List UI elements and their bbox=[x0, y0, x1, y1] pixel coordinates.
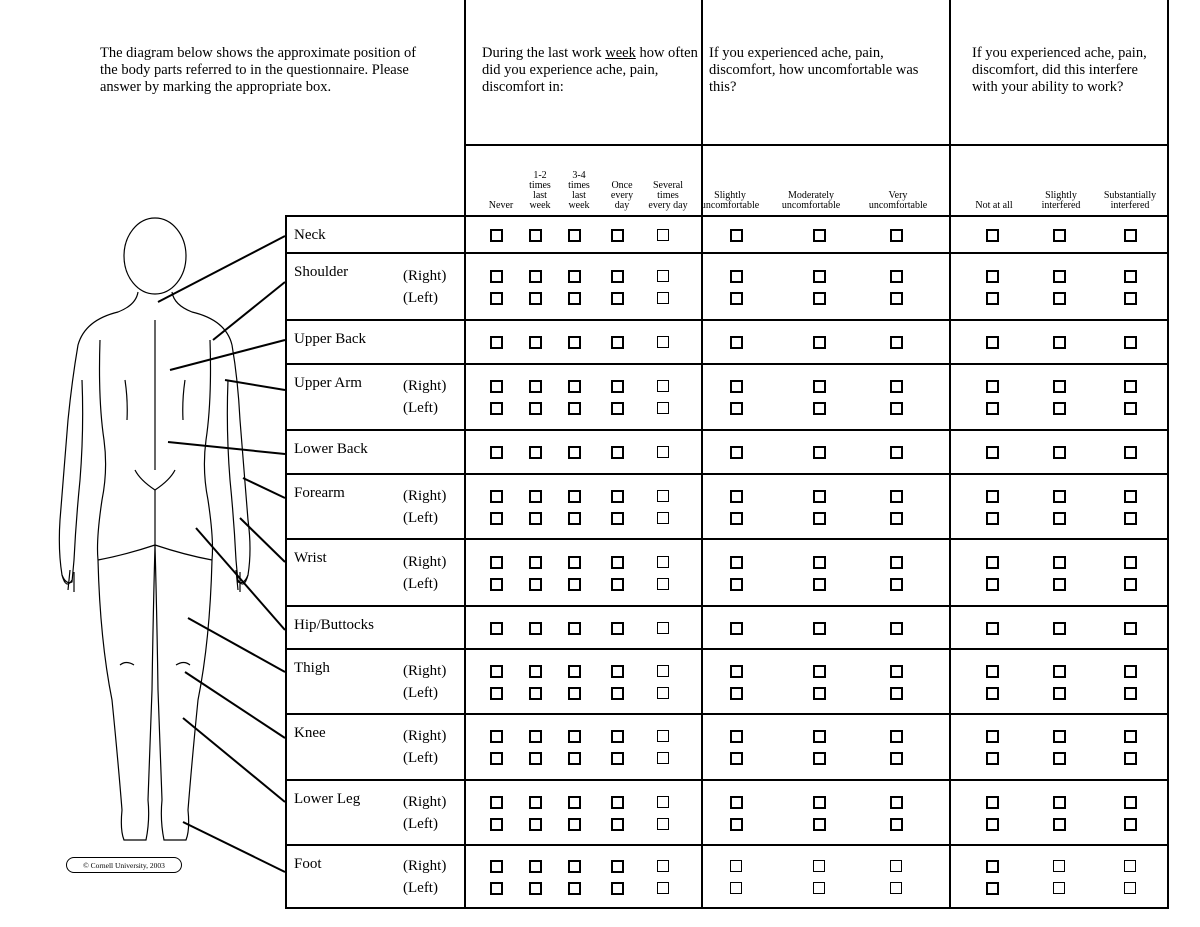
discomfort-checkbox[interactable] bbox=[890, 380, 903, 393]
frequency-checkbox[interactable] bbox=[490, 752, 503, 765]
discomfort-checkbox[interactable] bbox=[890, 402, 903, 415]
interference-checkbox[interactable] bbox=[986, 490, 999, 503]
row-divider bbox=[285, 473, 1169, 475]
row-divider bbox=[285, 648, 1169, 650]
interference-checkbox[interactable] bbox=[1053, 578, 1066, 591]
interference-checkbox[interactable] bbox=[1124, 860, 1136, 872]
discomfort-checkbox[interactable] bbox=[730, 446, 743, 459]
frequency-checkbox[interactable] bbox=[657, 270, 669, 282]
header-divider bbox=[285, 215, 1169, 217]
interference-checkbox[interactable] bbox=[1053, 730, 1066, 743]
column-divider bbox=[949, 0, 951, 908]
frequency-checkbox[interactable] bbox=[490, 882, 503, 895]
interference-checkbox[interactable] bbox=[986, 270, 999, 283]
interference-checkbox[interactable] bbox=[986, 402, 999, 415]
frequency-checkbox[interactable] bbox=[568, 292, 581, 305]
interference-checkbox[interactable] bbox=[1124, 402, 1137, 415]
frequency-checkbox[interactable] bbox=[490, 556, 503, 569]
frequency-checkbox[interactable] bbox=[490, 402, 503, 415]
frequency-checkbox[interactable] bbox=[657, 380, 669, 392]
frequency-checkbox[interactable] bbox=[490, 860, 503, 873]
interference-checkbox[interactable] bbox=[1053, 229, 1066, 242]
discomfort-checkbox[interactable] bbox=[730, 578, 743, 591]
frequency-checkbox[interactable] bbox=[657, 490, 669, 502]
interference-option-label: Not at all bbox=[975, 200, 1013, 211]
frequency-checkbox[interactable] bbox=[568, 270, 581, 283]
interference-checkbox[interactable] bbox=[1124, 730, 1137, 743]
frequency-option-label: Several times every day bbox=[648, 180, 688, 211]
row-divider bbox=[285, 429, 1169, 431]
body-part-label: Knee bbox=[294, 725, 326, 741]
discomfort-checkbox[interactable] bbox=[813, 380, 826, 393]
interference-checkbox[interactable] bbox=[986, 687, 999, 700]
discomfort-checkbox[interactable] bbox=[813, 578, 826, 591]
frequency-checkbox[interactable] bbox=[490, 796, 503, 809]
frequency-checkbox[interactable] bbox=[611, 730, 624, 743]
frequency-checkbox[interactable] bbox=[529, 446, 542, 459]
frequency-checkbox[interactable] bbox=[568, 229, 581, 242]
discomfort-checkbox[interactable] bbox=[730, 292, 743, 305]
frequency-checkbox[interactable] bbox=[568, 818, 581, 831]
frequency-checkbox[interactable] bbox=[529, 578, 542, 591]
interference-checkbox[interactable] bbox=[986, 556, 999, 569]
interference-checkbox[interactable] bbox=[986, 796, 999, 809]
row-divider bbox=[285, 907, 1169, 909]
interference-checkbox[interactable] bbox=[1124, 336, 1137, 349]
frequency-checkbox[interactable] bbox=[611, 270, 624, 283]
interference-checkbox[interactable] bbox=[1124, 622, 1137, 635]
interference-checkbox[interactable] bbox=[1124, 687, 1137, 700]
frequency-checkbox[interactable] bbox=[611, 752, 624, 765]
discomfort-checkbox[interactable] bbox=[890, 490, 903, 503]
discomfort-checkbox[interactable] bbox=[730, 796, 743, 809]
row-divider bbox=[285, 363, 1169, 365]
frequency-checkbox[interactable] bbox=[657, 512, 669, 524]
interference-option-label: Slightly interfered bbox=[1041, 190, 1081, 211]
frequency-checkbox[interactable] bbox=[490, 578, 503, 591]
body-part-label: Upper Arm bbox=[294, 375, 362, 391]
frequency-checkbox[interactable] bbox=[568, 578, 581, 591]
side-label-right: (Right) bbox=[403, 857, 447, 874]
frequency-checkbox[interactable] bbox=[657, 882, 669, 894]
discomfort-checkbox[interactable] bbox=[730, 270, 743, 283]
interference-checkbox[interactable] bbox=[1124, 578, 1137, 591]
interference-checkbox[interactable] bbox=[1053, 446, 1066, 459]
frequency-checkbox[interactable] bbox=[568, 860, 581, 873]
discomfort-checkbox[interactable] bbox=[890, 292, 903, 305]
frequency-checkbox[interactable] bbox=[568, 752, 581, 765]
interference-checkbox[interactable] bbox=[1053, 402, 1066, 415]
frequency-checkbox[interactable] bbox=[490, 730, 503, 743]
discomfort-checkbox[interactable] bbox=[890, 578, 903, 591]
discomfort-option-label: Slightly uncomfortable bbox=[700, 190, 760, 211]
discomfort-checkbox[interactable] bbox=[813, 490, 826, 503]
side-label-left: (Left) bbox=[403, 400, 438, 416]
frequency-checkbox[interactable] bbox=[529, 380, 542, 393]
side-label-right: (Right) bbox=[403, 793, 447, 810]
discomfort-option-label: Very uncomfortable bbox=[868, 190, 928, 211]
discomfort-checkbox[interactable] bbox=[730, 665, 743, 678]
body-part-label: Wrist bbox=[294, 550, 327, 566]
body-part-label: Lower Leg bbox=[294, 791, 361, 807]
interference-checkbox[interactable] bbox=[986, 882, 999, 895]
frequency-checkbox[interactable] bbox=[657, 665, 669, 677]
row-divider bbox=[285, 844, 1169, 846]
interference-option-label: Substantially interfered bbox=[1103, 190, 1157, 211]
frequency-checkbox[interactable] bbox=[529, 622, 542, 635]
instructions-text: The diagram below shows the approximate position of the body parts referred to in the questionnaire. Please answer by marking the appropriate box. bbox=[100, 45, 417, 95]
frequency-checkbox[interactable] bbox=[657, 446, 669, 458]
frequency-checkbox[interactable] bbox=[568, 882, 581, 895]
frequency-option-label: 1-2 times last week bbox=[529, 170, 551, 211]
interference-checkbox[interactable] bbox=[1053, 752, 1066, 765]
discomfort-header: If you experienced ache, pain, discomfort, how uncomfortable was this? bbox=[709, 45, 919, 95]
frequency-checkbox[interactable] bbox=[611, 229, 624, 242]
frequency-checkbox[interactable] bbox=[611, 490, 624, 503]
frequency-checkbox[interactable] bbox=[529, 752, 542, 765]
frequency-checkbox[interactable] bbox=[490, 512, 503, 525]
frequency-checkbox[interactable] bbox=[657, 336, 669, 348]
interference-checkbox[interactable] bbox=[986, 730, 999, 743]
discomfort-checkbox[interactable] bbox=[813, 512, 826, 525]
frequency-checkbox[interactable] bbox=[611, 622, 624, 635]
body-part-label: Hip/Buttocks bbox=[294, 617, 375, 633]
interference-checkbox[interactable] bbox=[986, 665, 999, 678]
interference-checkbox[interactable] bbox=[1124, 818, 1137, 831]
discomfort-checkbox[interactable] bbox=[813, 336, 826, 349]
discomfort-checkbox[interactable] bbox=[890, 622, 903, 635]
discomfort-checkbox[interactable] bbox=[730, 402, 743, 415]
interference-checkbox[interactable] bbox=[1124, 752, 1137, 765]
discomfort-checkbox[interactable] bbox=[813, 730, 826, 743]
body-part-label: Lower Back bbox=[294, 441, 368, 457]
discomfort-checkbox[interactable] bbox=[730, 336, 743, 349]
interference-checkbox[interactable] bbox=[986, 380, 999, 393]
discomfort-checkbox[interactable] bbox=[813, 860, 825, 872]
interference-checkbox[interactable] bbox=[1124, 882, 1136, 894]
interference-checkbox[interactable] bbox=[1124, 490, 1137, 503]
interference-checkbox[interactable] bbox=[986, 752, 999, 765]
discomfort-checkbox[interactable] bbox=[813, 622, 826, 635]
interference-checkbox[interactable] bbox=[986, 229, 999, 242]
discomfort-checkbox[interactable] bbox=[890, 336, 903, 349]
frequency-checkbox[interactable] bbox=[568, 687, 581, 700]
frequency-checkbox[interactable] bbox=[490, 270, 503, 283]
frequency-checkbox[interactable] bbox=[529, 292, 542, 305]
body-diagram-icon bbox=[0, 0, 300, 927]
body-part-label: Upper Back bbox=[294, 331, 367, 347]
frequency-checkbox[interactable] bbox=[490, 622, 503, 635]
side-label-right: (Right) bbox=[403, 267, 447, 284]
side-label-left: (Left) bbox=[403, 684, 438, 701]
discomfort-checkbox[interactable] bbox=[890, 446, 903, 459]
frequency-checkbox[interactable] bbox=[657, 752, 669, 764]
frequency-checkbox[interactable] bbox=[657, 578, 669, 590]
interference-checkbox[interactable] bbox=[1053, 490, 1066, 503]
discomfort-checkbox[interactable] bbox=[813, 687, 826, 700]
frequency-checkbox[interactable] bbox=[611, 292, 624, 305]
interference-checkbox[interactable] bbox=[986, 336, 999, 349]
frequency-checkbox[interactable] bbox=[490, 380, 503, 393]
frequency-checkbox[interactable] bbox=[568, 796, 581, 809]
discomfort-checkbox[interactable] bbox=[730, 730, 743, 743]
interference-checkbox[interactable] bbox=[1124, 270, 1137, 283]
discomfort-checkbox[interactable] bbox=[813, 270, 826, 283]
frequency-checkbox[interactable] bbox=[568, 336, 581, 349]
row-divider bbox=[285, 319, 1169, 321]
frequency-checkbox[interactable] bbox=[611, 512, 624, 525]
discomfort-checkbox[interactable] bbox=[730, 687, 743, 700]
discomfort-checkbox[interactable] bbox=[730, 882, 742, 894]
interference-header: If you experienced ache, pain, discomfort, did this interfere with your ability to work? bbox=[972, 45, 1147, 95]
frequency-checkbox[interactable] bbox=[529, 402, 542, 415]
interference-checkbox[interactable] bbox=[1053, 882, 1065, 894]
interference-checkbox[interactable] bbox=[1124, 512, 1137, 525]
discomfort-checkbox[interactable] bbox=[890, 687, 903, 700]
row-divider bbox=[285, 605, 1169, 607]
column-divider bbox=[464, 0, 466, 908]
discomfort-checkbox[interactable] bbox=[890, 882, 902, 894]
discomfort-checkbox[interactable] bbox=[813, 446, 826, 459]
discomfort-checkbox[interactable] bbox=[730, 622, 743, 635]
discomfort-checkbox[interactable] bbox=[730, 860, 742, 872]
interference-checkbox[interactable] bbox=[986, 446, 999, 459]
side-label-right: (Right) bbox=[403, 728, 447, 744]
side-label-left: (Left) bbox=[403, 289, 438, 306]
frequency-checkbox[interactable] bbox=[611, 796, 624, 809]
interference-checkbox[interactable] bbox=[1053, 270, 1066, 283]
interference-checkbox[interactable] bbox=[1053, 292, 1066, 305]
frequency-checkbox[interactable] bbox=[568, 446, 581, 459]
frequency-checkbox[interactable] bbox=[568, 512, 581, 525]
discomfort-checkbox[interactable] bbox=[890, 796, 903, 809]
frequency-checkbox[interactable] bbox=[529, 490, 542, 503]
discomfort-checkbox[interactable] bbox=[890, 730, 903, 743]
interference-checkbox[interactable] bbox=[986, 622, 999, 635]
side-label-right: (Right) bbox=[403, 378, 447, 394]
frequency-checkbox[interactable] bbox=[657, 292, 669, 304]
discomfort-checkbox[interactable] bbox=[890, 229, 903, 242]
discomfort-checkbox[interactable] bbox=[730, 556, 743, 569]
frequency-checkbox[interactable] bbox=[568, 665, 581, 678]
interference-checkbox[interactable] bbox=[1053, 336, 1066, 349]
interference-checkbox[interactable] bbox=[1053, 556, 1066, 569]
interference-checkbox[interactable] bbox=[1053, 796, 1066, 809]
frequency-checkbox[interactable] bbox=[568, 490, 581, 503]
discomfort-checkbox[interactable] bbox=[730, 229, 743, 242]
header-divider bbox=[464, 144, 1169, 146]
body-part-label: Neck bbox=[294, 227, 326, 243]
frequency-option-label: 3-4 times last week bbox=[568, 170, 590, 211]
frequency-checkbox[interactable] bbox=[529, 229, 542, 242]
discomfort-checkbox[interactable] bbox=[813, 752, 826, 765]
discomfort-checkbox[interactable] bbox=[730, 490, 743, 503]
frequency-checkbox[interactable] bbox=[611, 446, 624, 459]
body-part-label: Thigh bbox=[294, 660, 330, 676]
frequency-checkbox[interactable] bbox=[611, 818, 624, 831]
frequency-header: During the last work week how often did you experience ache, pain, discomfort in: bbox=[482, 45, 698, 95]
interference-checkbox[interactable] bbox=[1053, 687, 1066, 700]
frequency-checkbox[interactable] bbox=[611, 402, 624, 415]
interference-checkbox[interactable] bbox=[986, 578, 999, 591]
frequency-checkbox[interactable] bbox=[529, 665, 542, 678]
interference-checkbox[interactable] bbox=[1124, 380, 1137, 393]
row-divider bbox=[285, 538, 1169, 540]
discomfort-option-label: Moderately uncomfortable bbox=[781, 190, 841, 211]
body-part-label: Foot bbox=[294, 856, 322, 872]
frequency-checkbox[interactable] bbox=[529, 687, 542, 700]
frequency-checkbox[interactable] bbox=[490, 687, 503, 700]
discomfort-checkbox[interactable] bbox=[890, 752, 903, 765]
interference-checkbox[interactable] bbox=[1053, 380, 1066, 393]
interference-checkbox[interactable] bbox=[1124, 796, 1137, 809]
frequency-checkbox[interactable] bbox=[529, 818, 542, 831]
frequency-checkbox[interactable] bbox=[657, 687, 669, 699]
discomfort-checkbox[interactable] bbox=[813, 882, 825, 894]
side-label-left: (Left) bbox=[403, 509, 438, 526]
frequency-checkbox[interactable] bbox=[529, 336, 542, 349]
frequency-checkbox[interactable] bbox=[490, 665, 503, 678]
interference-checkbox[interactable] bbox=[1124, 665, 1137, 678]
frequency-checkbox[interactable] bbox=[568, 730, 581, 743]
column-divider bbox=[701, 0, 703, 908]
interference-checkbox[interactable] bbox=[986, 860, 999, 873]
frequency-checkbox[interactable] bbox=[657, 730, 669, 742]
frequency-checkbox[interactable] bbox=[529, 882, 542, 895]
frequency-checkbox[interactable] bbox=[529, 270, 542, 283]
discomfort-checkbox[interactable] bbox=[730, 512, 743, 525]
interference-checkbox[interactable] bbox=[1124, 446, 1137, 459]
discomfort-checkbox[interactable] bbox=[813, 796, 826, 809]
frequency-checkbox[interactable] bbox=[490, 229, 503, 242]
side-label-left: (Left) bbox=[403, 575, 438, 592]
side-label-right: (Right) bbox=[403, 662, 447, 679]
body-part-label: Shoulder bbox=[294, 264, 349, 280]
frequency-checkbox[interactable] bbox=[568, 556, 581, 569]
copyright-notice: © Cornell University, 2003 bbox=[66, 857, 182, 873]
discomfort-checkbox[interactable] bbox=[890, 665, 903, 678]
frequency-checkbox[interactable] bbox=[657, 556, 669, 568]
frequency-checkbox[interactable] bbox=[611, 687, 624, 700]
frequency-option-label: Never bbox=[488, 200, 514, 211]
frequency-checkbox[interactable] bbox=[529, 556, 542, 569]
frequency-checkbox[interactable] bbox=[529, 796, 542, 809]
frequency-checkbox[interactable] bbox=[490, 818, 503, 831]
body-part-label: Forearm bbox=[294, 485, 345, 501]
frequency-checkbox[interactable] bbox=[611, 882, 624, 895]
frequency-checkbox[interactable] bbox=[568, 402, 581, 415]
interference-checkbox[interactable] bbox=[1053, 622, 1066, 635]
side-label-left: (Left) bbox=[403, 815, 438, 832]
frequency-checkbox[interactable] bbox=[490, 490, 503, 503]
discomfort-checkbox[interactable] bbox=[813, 292, 826, 305]
frequency-checkbox[interactable] bbox=[657, 229, 669, 241]
discomfort-checkbox[interactable] bbox=[813, 229, 826, 242]
frequency-checkbox[interactable] bbox=[611, 336, 624, 349]
discomfort-checkbox[interactable] bbox=[730, 818, 743, 831]
frequency-checkbox[interactable] bbox=[657, 818, 669, 830]
frequency-checkbox[interactable] bbox=[611, 860, 624, 873]
discomfort-checkbox[interactable] bbox=[890, 270, 903, 283]
frequency-checkbox[interactable] bbox=[490, 292, 503, 305]
frequency-checkbox[interactable] bbox=[611, 578, 624, 591]
frequency-checkbox[interactable] bbox=[657, 622, 669, 634]
discomfort-checkbox[interactable] bbox=[813, 556, 826, 569]
discomfort-checkbox[interactable] bbox=[890, 860, 902, 872]
discomfort-checkbox[interactable] bbox=[890, 556, 903, 569]
interference-checkbox[interactable] bbox=[1053, 860, 1065, 872]
interference-checkbox[interactable] bbox=[1053, 665, 1066, 678]
interference-checkbox[interactable] bbox=[1124, 229, 1137, 242]
side-label-right: (Right) bbox=[403, 487, 447, 504]
interference-checkbox[interactable] bbox=[986, 292, 999, 305]
row-divider bbox=[285, 252, 1169, 254]
frequency-checkbox[interactable] bbox=[529, 512, 542, 525]
side-label-left: (Left) bbox=[403, 750, 438, 766]
frequency-checkbox[interactable] bbox=[611, 556, 624, 569]
discomfort-checkbox[interactable] bbox=[730, 752, 743, 765]
discomfort-checkbox[interactable] bbox=[890, 512, 903, 525]
discomfort-checkbox[interactable] bbox=[813, 402, 826, 415]
discomfort-checkbox[interactable] bbox=[813, 818, 826, 831]
frequency-checkbox[interactable] bbox=[657, 860, 669, 872]
column-divider bbox=[1167, 0, 1169, 908]
interference-checkbox[interactable] bbox=[986, 512, 999, 525]
side-label-right: (Right) bbox=[403, 553, 447, 570]
interference-checkbox[interactable] bbox=[1053, 818, 1066, 831]
frequency-option-label: Once every day bbox=[610, 180, 634, 211]
row-divider bbox=[285, 713, 1169, 715]
frequency-checkbox[interactable] bbox=[568, 380, 581, 393]
frequency-checkbox[interactable] bbox=[657, 402, 669, 414]
interference-checkbox[interactable] bbox=[1124, 556, 1137, 569]
frequency-checkbox[interactable] bbox=[490, 336, 503, 349]
side-label-left: (Left) bbox=[403, 879, 438, 896]
frequency-checkbox[interactable] bbox=[611, 380, 624, 393]
frequency-checkbox[interactable] bbox=[529, 730, 542, 743]
frequency-checkbox[interactable] bbox=[490, 446, 503, 459]
frequency-checkbox[interactable] bbox=[529, 860, 542, 873]
row-divider bbox=[285, 779, 1169, 781]
discomfort-checkbox[interactable] bbox=[890, 818, 903, 831]
frequency-checkbox[interactable] bbox=[657, 796, 669, 808]
interference-checkbox[interactable] bbox=[1124, 292, 1137, 305]
interference-checkbox[interactable] bbox=[986, 818, 999, 831]
frequency-checkbox[interactable] bbox=[568, 622, 581, 635]
discomfort-checkbox[interactable] bbox=[730, 380, 743, 393]
discomfort-checkbox[interactable] bbox=[813, 665, 826, 678]
interference-checkbox[interactable] bbox=[1053, 512, 1066, 525]
frequency-checkbox[interactable] bbox=[611, 665, 624, 678]
